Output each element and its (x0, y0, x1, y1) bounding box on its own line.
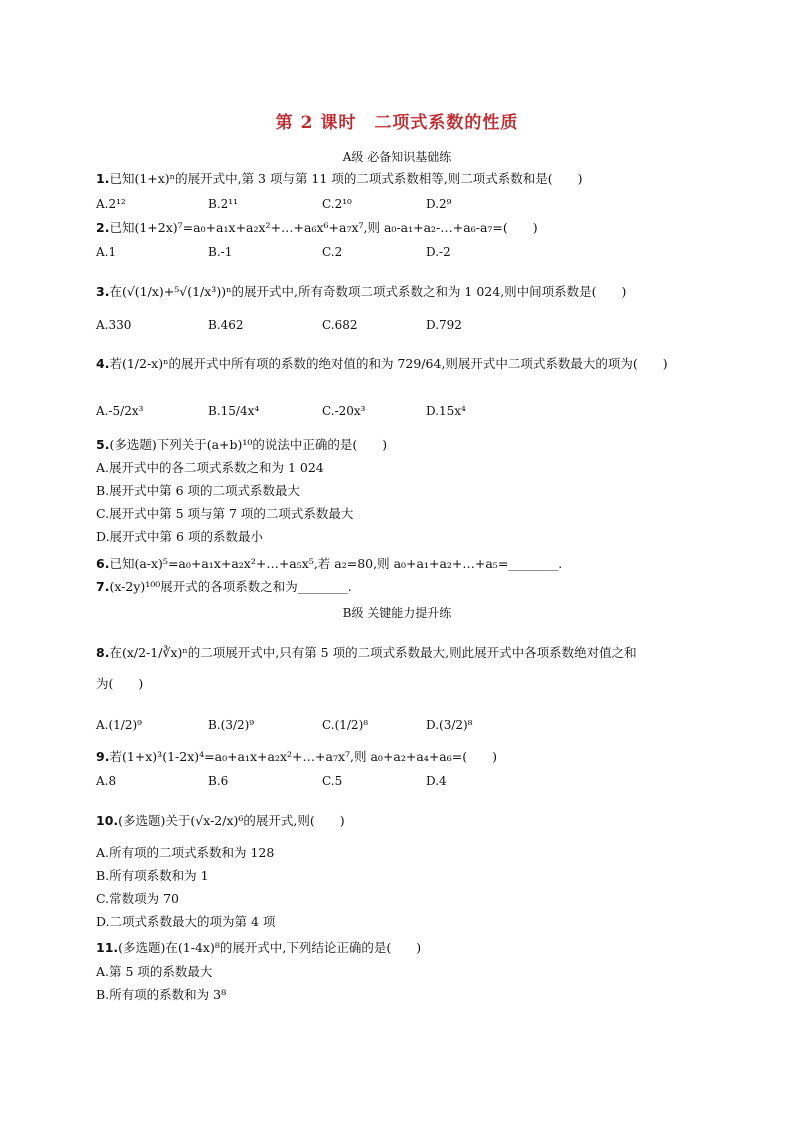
question-5-option-b: B.展开式中第 6 项的二项式系数最大 (96, 483, 301, 498)
question-11-option-b: B.所有项的系数和为 3⁸ (96, 987, 227, 1002)
question-8-options (96, 716, 706, 734)
question-9-options (96, 772, 706, 790)
section-heading-b: B级 关键能力提升练 (342, 606, 452, 620)
option: B.(3/2)⁹ (208, 718, 255, 732)
option: C.5 (322, 774, 343, 788)
option: C.2 (322, 245, 343, 259)
question-2-options (96, 243, 706, 261)
option: A.1 (96, 245, 117, 259)
option: B.15/4x⁴ (208, 404, 260, 418)
question-10-option-c: C.常数项为 70 (96, 891, 179, 906)
question-5-option-c: C.展开式中第 5 项与第 7 项的二项式系数最大 (96, 506, 354, 521)
question-10-option-d: D.二项式系数最大的项为第 4 项 (96, 914, 276, 929)
option: C.682 (322, 318, 358, 332)
option: C.-20x³ (322, 404, 366, 418)
option: D.-2 (426, 245, 451, 259)
question-5-option-a: A.展开式中的各二项式系数之和为 1 024 (96, 460, 324, 475)
option: D.4 (426, 774, 447, 788)
question-3: 3.在(√(1/x)+⁵√(1/x³))ⁿ的展开式中,所有奇数项二项式系数之和为 1 024,则中间项系数是( ) (96, 284, 627, 299)
question-8: 8.在(x/2-1/∛x)ⁿ的二项展开式中,只有第 5 项的二项式系数最大,则此展开式中各项系数绝对值之和 (96, 645, 637, 660)
question-8-stem-continued: 为( ) (96, 676, 144, 691)
option: A.-5/2x³ (96, 404, 144, 418)
option: D.(3/2)⁸ (426, 718, 473, 732)
question-3-options (96, 316, 706, 334)
option: D.15x⁴ (426, 404, 466, 418)
question-6: 6.已知(a-x)⁵=a₀+a₁x+a₂x²+…+a₅x⁵,若 a₂=80,则 a₀+a₁+a₂+…+a₅=________. (96, 556, 563, 571)
question-4: 4.若(1/2-x)ⁿ的展开式中所有项的系数的绝对值的和为 729/64,则展开式中二项式系数最大的项为( ) (96, 356, 668, 371)
option: B.-1 (208, 245, 233, 259)
question-10-option-a: A.所有项的二项式系数和为 128 (96, 845, 275, 860)
option: A.330 (96, 318, 132, 332)
option: B.2¹¹ (208, 197, 238, 211)
question-11: 11.(多选题)在(1-4x)⁸的展开式中,下列结论正确的是( ) (96, 940, 422, 955)
question-7: 7.(x-2y)¹⁰⁰展开式的各项系数之和为________. (96, 579, 352, 594)
option: B.462 (208, 318, 244, 332)
question-5-option-d: D.展开式中第 6 项的系数最小 (96, 529, 263, 544)
question-11-option-a: A.第 5 项的系数最大 (96, 964, 213, 979)
question-10-option-b: B.所有项系数和为 1 (96, 868, 209, 883)
question-1-options (96, 195, 706, 213)
question-1: 1.已知(1+x)ⁿ的展开式中,第 3 项与第 11 项的二项式系数相等,则二项式系数和是( ) (96, 171, 583, 186)
section-heading-a: A级 必备知识基础练 (342, 150, 452, 164)
option: A.8 (96, 774, 117, 788)
option: D.792 (426, 318, 462, 332)
option: C.(1/2)⁸ (322, 718, 369, 732)
option: A.(1/2)⁹ (96, 718, 142, 732)
question-5: 5.(多选题)下列关于(a+b)¹⁰的说法中正确的是( ) (96, 437, 388, 452)
question-4-options (96, 402, 706, 420)
option: B.6 (208, 774, 229, 788)
option: C.2¹⁰ (322, 197, 352, 211)
option: D.2⁹ (426, 197, 452, 211)
question-2: 2.已知(1+2x)⁷=a₀+a₁x+a₂x²+…+a₆x⁶+a₇x⁷,则 a₀-a₁+a₂-…+a₆-a₇=( ) (96, 220, 538, 235)
question-10: 10.(多选题)关于(√x-2/x)⁶的展开式,则( ) (96, 813, 345, 828)
page-title: 第 2 课时 二项式系数的性质 (275, 113, 519, 133)
question-9: 9.若(1+x)³(1-2x)⁴=a₀+a₁x+a₂x²+…+a₇x⁷,则 a₀+a₂+a₄+a₆=( ) (96, 749, 497, 764)
option: A.2¹² (96, 197, 126, 211)
